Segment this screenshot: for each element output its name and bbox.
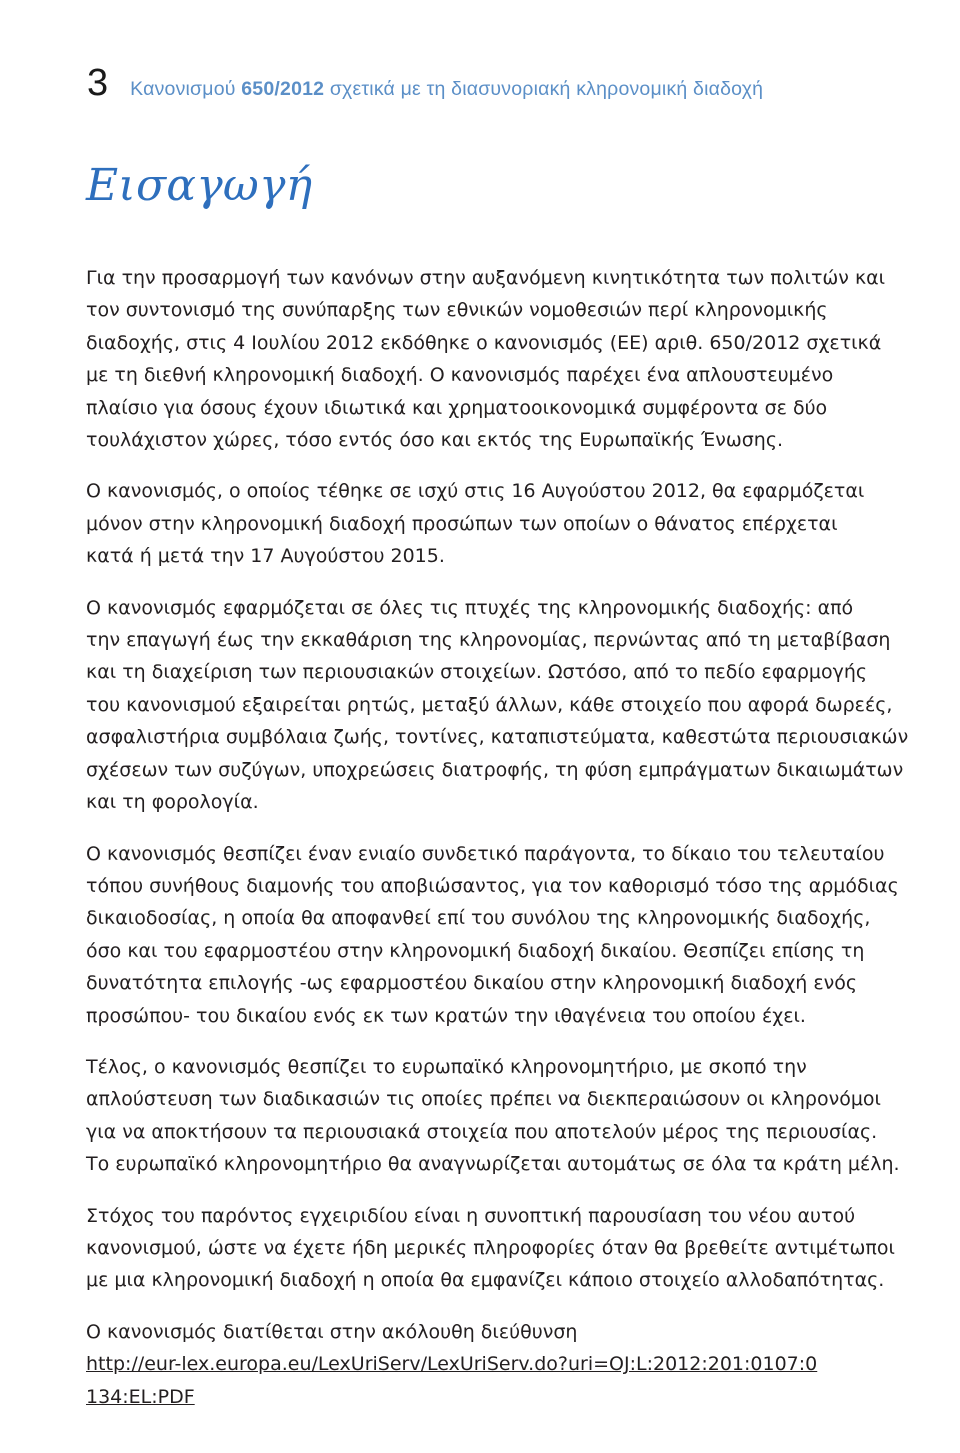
paragraph-scope: Ο κανονισμός εφαρμόζεται σε όλες τις πτυχές της κληρονομικής διαδοχής: από την επαγωγή έως την εκκαθάριση της κληρονομίας, περνώντας από τη μεταβίβαση και τη διαχείριση των περιουσιακών στοιχείων. Ωστόσο, από το πεδίο εφαρμογής του κανονισμού εξαιρείται ρητώς, μεταξύ άλλων, κάθε στοιχείο που αφορά δωρεές, ασφαλιστήρια συμβόλαια ζωής, τοντίνες, καταπιστεύματα, καθεστώτα περιουσιακών σχέσεων των συζύγων, υποχρεώσεις διατροφής, τη φύση εμπράγματων δικαιωμάτων και τη φορολογία. xyxy=(86,596,909,814)
header-title-prefix: Κανονισμού xyxy=(130,78,242,100)
header-regulation-number: 650/2012 xyxy=(241,78,325,100)
regulation-link[interactable]: http://eur-lex.europa.eu/LexUriServ/LexUriServ.do?uri=OJ:L:2012:201:0107:0 134:EL:PDF xyxy=(86,1353,818,1408)
paragraph-certificate: Τέλος, ο κανονισμός θεσπίζει το ευρωπαϊκό κληρονομητήριο, με σκοπό την απλούστευση των διαδικασιών τις οποίες πρέπει να διεκπεραιώσουν οι κληρονόμοι για να αποκτήσουν τα περιουσιακά στοιχεία που αποτελούν μέρος της περιουσίας. Το ευρωπαϊκό κληρονομητήριο θα αναγνωρίζεται αυτομάτως σε όλα τα κράτη μέλη. xyxy=(86,1055,900,1176)
paragraph-intro: Για την προσαρμογή των κανόνων στην αυξανόμενη κινητικότητα των πολιτών και τον συντονισμό της συνύπαρξης των εθνικών νομοθεσιών περί κληρονομικής διαδοχής, στις 4 Ιουλίου 2012 εκδόθηκε ο κανονισμός (ΕΕ) αριθ. 650/2012 σχετικά με τη διεθνή κληρονομική διαδοχή. Ο κανονισμός παρέχει ένα απλουστευμένο πλαίσιο για όσους έχουν ιδιωτικά και χρηματοοικονομικά συμφέροντα σε δύο τουλάχιστον χώρες, τόσο εντός όσο και εκτός της Ευρωπαϊκής Ένωσης. xyxy=(86,267,886,452)
paragraph-entry-into-force: Ο κανονισμός, ο οποίος τέθηκε σε ισχύ στις 16 Αυγούστου 2012, θα εφαρμόζεται μόνον στην κληρονομική διαδοχή προσώπων των οποίων ο θάνατος επέρχεται κατά ή μετά την 17 Αυγούστου 2015. xyxy=(86,480,865,568)
paragraph-purpose: Στόχος του παρόντος εγχειριδίου είναι η συνοπτική παρουσίαση του νέου αυτού κανονισμού, ώστε να έχετε ήδη μερικές πληροφορίες όταν θα βρεθείτε αντιμέτωποι με μια κληρονομική διαδοχή η οποία θα εμφανίζει κάποιο στοιχείο αλλοδαπότητας. xyxy=(86,1204,895,1292)
body-content xyxy=(86,262,916,1413)
page-number: 3 xyxy=(87,62,109,104)
paragraph-connecting-factor: Ο κανονισμός θεσπίζει έναν ενιαίο συνδετικό παράγοντα, το δίκαιο του τελευταίου τόπου συνήθους διαμονής του αποβιώσαντος, για τον καθορισμό τόσο της αρμόδιας δικαιοδοσίας, η οποία θα αποφανθεί επί του συνόλου της κληρονομικής διαδοχής, όσο και του εφαρμοστέου στην κληρονομική διαδοχή δικαίου. Θεσπίζει επίσης τη δυνατότητα επιλογής -ως εφαρμοστέου δικαίου στην κληρονομική διαδοχή ενός προσώπου- του δικαίου ενός εκ των κρατών την ιθαγένεια του οποίου έχει. xyxy=(86,842,899,1027)
page-header xyxy=(87,64,763,102)
header-title-suffix: σχετικά με τη διασυνοριακή κληρονομική διαδοχή xyxy=(324,78,764,100)
section-title: Εισαγωγή xyxy=(86,160,313,211)
header-title xyxy=(130,78,763,101)
paragraph-availability: Ο κανονισμός διατίθεται στην ακόλουθη διεύθυνση xyxy=(86,1320,578,1343)
